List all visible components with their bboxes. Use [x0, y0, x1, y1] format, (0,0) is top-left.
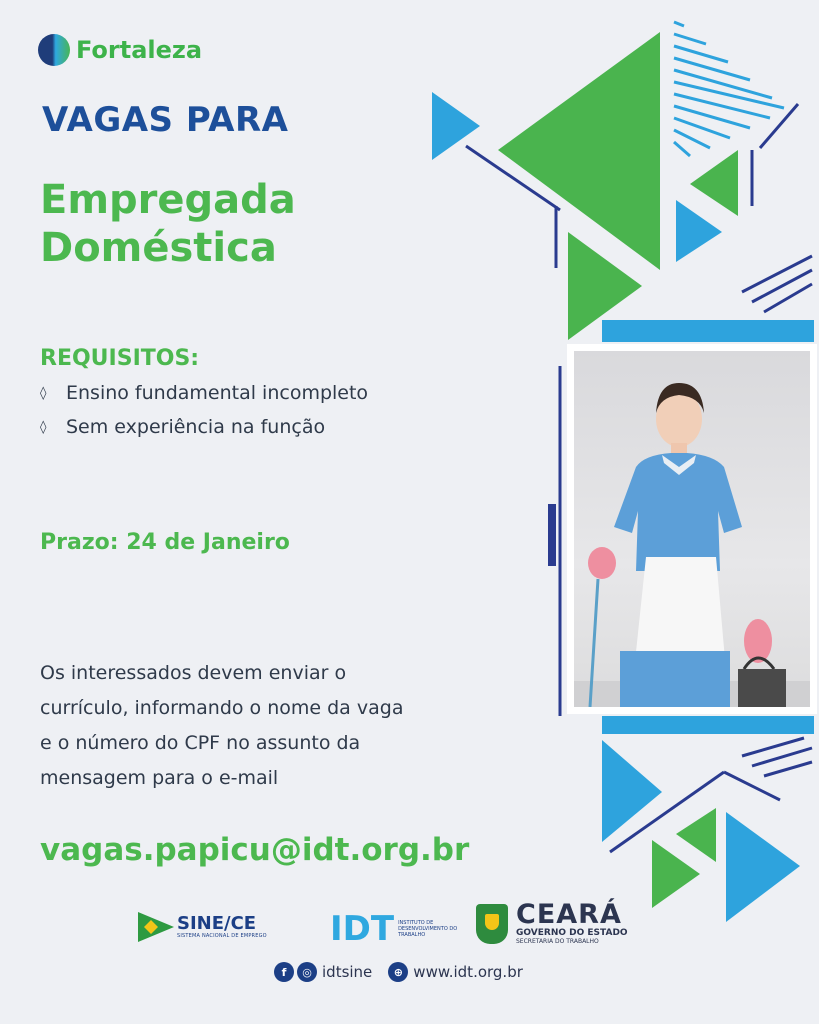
stripe-lines	[742, 738, 812, 776]
triangle-green-bottom	[652, 840, 700, 908]
requirements-list	[40, 376, 368, 444]
city-badge	[38, 34, 202, 66]
idt-subtitle: INSTITUTO DE DESENVOLVIMENTO DO TRABALHO	[398, 920, 458, 938]
sine-ce-logo	[138, 912, 267, 942]
triangle-green-lower	[676, 808, 716, 862]
accent-line	[724, 772, 780, 800]
job-title-line1: Empregada	[40, 177, 296, 223]
facebook-icon[interactable]: f	[274, 962, 294, 982]
job-title-line2: Doméstica	[40, 225, 277, 271]
accent-line	[760, 104, 798, 148]
ceara-government: GOVERNO DO ESTADO	[516, 928, 628, 938]
brazil-flag-icon	[138, 912, 174, 942]
triangle-green-small	[690, 150, 738, 216]
ceara-name: CEARÁ	[516, 899, 622, 930]
list-item	[40, 410, 368, 444]
instructions-text: Os interessados devem enviar o currículo, informando o nome da vaga e o número do CPF no assunto da mensagem para o e-mail	[40, 662, 404, 789]
triangle-green-large	[498, 32, 660, 270]
sine-name: SINE/CE	[177, 913, 257, 934]
requirement-text: Ensino fundamental incompleto	[66, 382, 369, 404]
requirement-text: Sem experiência na função	[66, 416, 326, 438]
contact-email[interactable]: vagas.papicu@idt.org.br	[40, 832, 470, 868]
requirements-title: REQUISITOS:	[40, 346, 200, 371]
website-link[interactable]: www.idt.org.br	[413, 963, 523, 981]
stripe-lines	[742, 256, 812, 312]
idt-logo	[330, 909, 458, 949]
social-handle[interactable]: idtsine	[322, 963, 373, 981]
diamond-bullet-icon: ◊	[40, 419, 47, 435]
triangle-blue-mid	[676, 200, 722, 262]
photo-area	[574, 351, 810, 707]
headline: VAGAS PARA	[42, 100, 289, 140]
accent-block	[548, 504, 556, 566]
blue-bar-top	[602, 320, 814, 342]
housekeeper-illustration	[574, 351, 810, 707]
stripe-triangle	[674, 22, 784, 156]
triangle-blue-bottom	[726, 812, 800, 922]
ceara-secretariat: SECRETARIA DO TRABALHO	[516, 938, 599, 945]
blue-bar-bottom	[602, 716, 814, 734]
idt-mark: IDT	[330, 909, 395, 949]
ceara-government-logo	[476, 899, 628, 945]
sine-subtitle: SISTEMA NACIONAL DE EMPREGO	[177, 933, 267, 939]
globe-icon[interactable]: ⊕	[388, 962, 408, 982]
city-name: Fortaleza	[76, 36, 203, 64]
social-footer	[274, 962, 539, 982]
job-title	[40, 176, 296, 272]
triangle-blue-lower	[602, 740, 662, 842]
list-item	[40, 376, 368, 410]
deadline: Prazo: 24 de Janeiro	[40, 530, 290, 555]
housekeeper-photo	[567, 344, 817, 714]
diamond-bullet-icon: ◊	[40, 385, 47, 401]
city-logo-icon	[38, 34, 70, 66]
instagram-icon[interactable]: ◎	[297, 962, 317, 982]
state-crest-icon	[476, 904, 508, 944]
